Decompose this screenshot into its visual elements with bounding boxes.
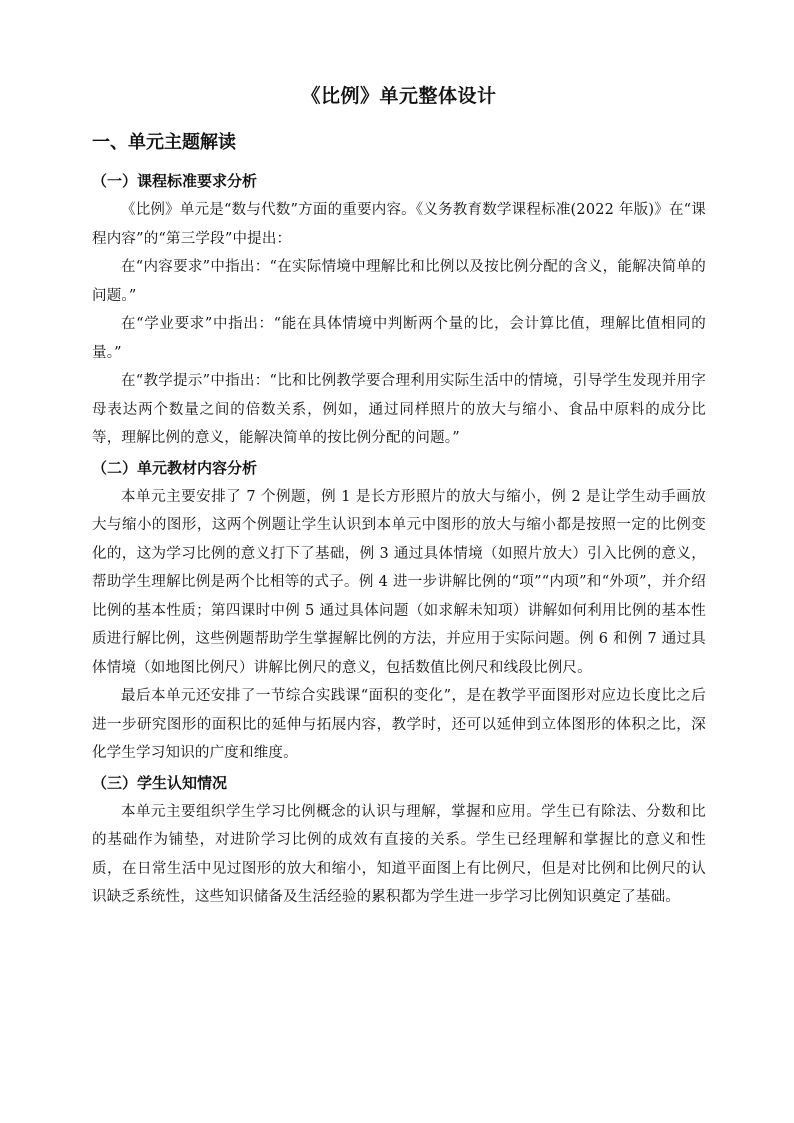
paragraph: 在“教学提示”中指出：“比和比例教学要合理利用实际生活中的情境，引导学生发现并用字母表达两个数量之间的倍数关系，例如，通过同样照片的放大与缩小、食品中原料的成分比等，理解比例的意义，能解决简单的按比例分配的问题。” — [92, 373, 706, 446]
paragraph: 本单元主要组织学生学习比例概念的认识与理解，掌握和应用。学生已有除法、分数和比的基础作为铺垫，对进阶学习比例的成效有直接的关系。学生已经理解和掌握比的意义和性质，在日常生活中见过图形的放大和缩小，知道平面图上有比例尺，但是对比例和比例尺的认识缺乏系统性，这些知识储备及生活经验的累积都为学生进一步学习比例知识奠定了基础。 — [92, 803, 706, 905]
section-heading-theme: 一、单元主题解读 — [92, 132, 236, 153]
document-page — [92, 82, 706, 912]
paragraph: 本单元主要安排了 7 个例题，例 1 是长方形照片的放大与缩小，例 2 是让学生动手画放大与缩小的图形，这两个例题让学生认识到本单元中图形的放大与缩小都是按照一定的比例变化的，这为学习比例的意义打下了基础，例 3 通过具体情境（如照片放大）引入比例的意义，帮助学生理解比例是两个比相等的式子。例 4 进一步讲解比例的“项”“内项”和“外项”，并介绍比例的基本性质；第四课时中例 5 通过具体问题（如求解未知项）讲解如何利用比例的基本性质进行解比例，这些例题帮助学生掌握解比例的方法，并应用于实际问题。例 6 和例 7 通过具体情境（如地图比例尺）讲解比例尺的意义，包括数值比例尺和线段比例尺。 — [92, 488, 706, 676]
paragraph: 在“学业要求”中指出：“能在具体情境中判断两个量的比，会计算比值，理解比值相同的量。” — [92, 316, 706, 361]
paragraph: 最后本单元还安排了一节综合实践课“面积的变化”，是在教学平面图形对应边长度比之后进一步研究图形的面积比的延伸与拓展内容，教学时，还可以延伸到立体图形的体积之比，深化学生学习知识的广度和维度。 — [92, 688, 706, 761]
subsection-heading-textbook: （二）单元教材内容分析 — [92, 458, 258, 477]
subsection-heading-curriculum: （一）课程标准要求分析 — [92, 172, 258, 190]
document-title: 《比例》单元整体设计 — [301, 85, 497, 107]
subsection-heading-cognition: （三）学生认知情况 — [92, 773, 228, 792]
paragraph: 《比例》单元是“数与代数”方面的重要内容。《义务教育数学课程标准(2022 年版)》在“课程内容”的“第三学段”中提出： — [92, 202, 706, 247]
paragraph: 在“内容要求”中指出：“在实际情境中理解比和比例以及按比例分配的含义，能解决简单的问题。” — [92, 259, 706, 304]
